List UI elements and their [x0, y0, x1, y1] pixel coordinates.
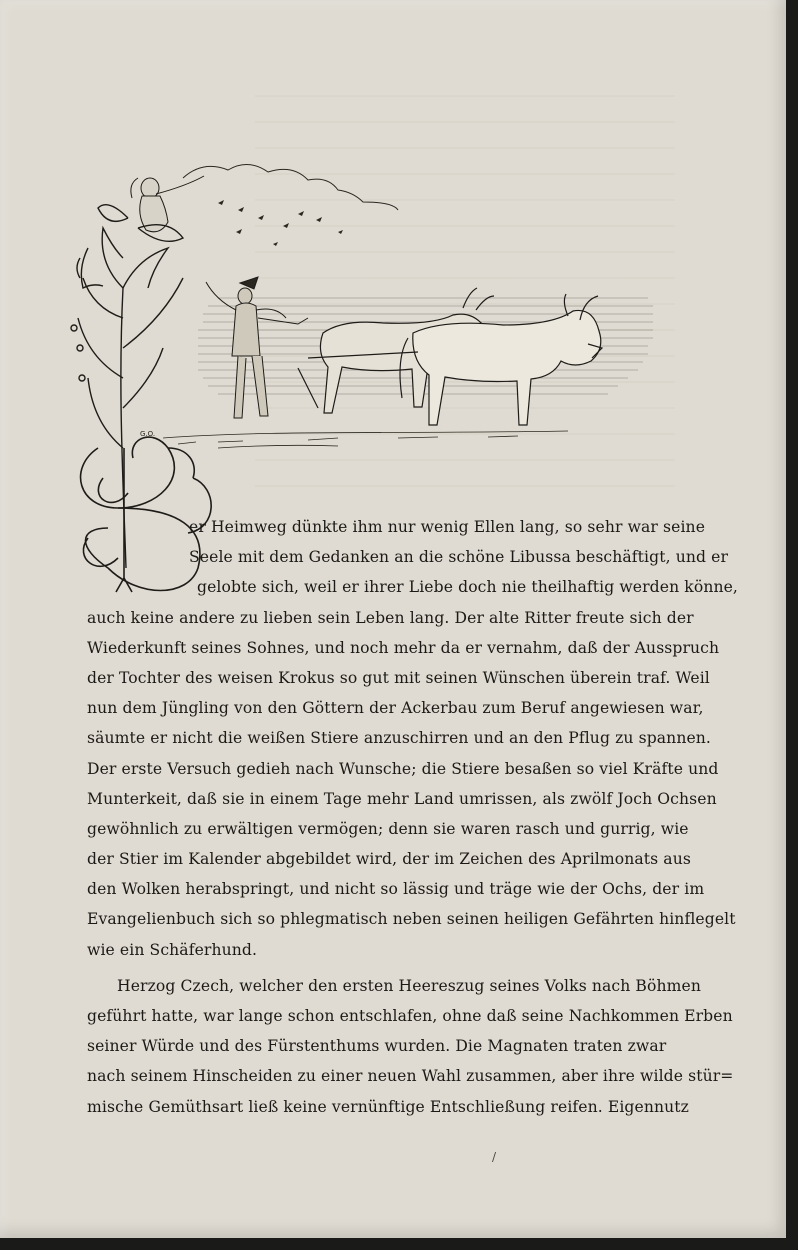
text-line: Der erste Versuch gedieh nach Wunsche; die Stiere besaßen so viel Kräfte und	[87, 759, 719, 778]
text-line: gewöhnlich zu erwältigen vermögen; denn sie waren rasch und gurrig, wie	[87, 819, 689, 838]
bull-front	[400, 294, 602, 425]
text-line: der Tochter des weisen Krokus so gut mit seinen Wünschen überein traf. Weil	[87, 668, 710, 687]
fairy-figure	[131, 176, 204, 232]
text-line: nun dem Jüngling von den Göttern der Ackerbau zum Beruf angewiesen war,	[87, 699, 704, 718]
ground	[163, 431, 568, 448]
text-line: nach seinem Hinscheiden zu einer neuen Wahl zusammen, aber ihre wilde stür=	[87, 1067, 734, 1086]
text-line: gelobte sich, weil er ihrer Liebe doch nie theilhaftig werden könne,	[197, 578, 738, 597]
text-line: Munterkeit, daß sie in einem Tage mehr Land umrissen, als zwölf Joch Ochsen	[87, 789, 717, 808]
body-text	[87, 512, 738, 1122]
text-line: Wiederkunft seines Sohnes, und noch mehr da er vernahm, daß der Ausspruch	[87, 638, 720, 657]
text-line: Evangelienbuch sich so phlegmatisch neben seinen heiligen Gefährten hinflegelt	[87, 910, 736, 929]
text-line: geführt hatte, war lange schon entschlafen, ohne daß seine Nachkommen Erben	[87, 1007, 733, 1025]
page-mark: /	[492, 1150, 497, 1164]
text-line: seiner Würde und des Fürstenthums wurden. Die Magnaten traten zwar	[87, 1037, 667, 1056]
cloud-trail	[183, 164, 398, 210]
text-line: Seele mit dem Gedanken an die schöne Libussa beschäftigt, und er	[189, 548, 729, 567]
text-line: auch keine andere zu lieben sein Leben lang. Der alte Ritter freute sich der	[87, 608, 694, 627]
text-line: mische Gemüthsart ließ keine vernünftige Entschließung reifen. Eigennutz	[87, 1097, 689, 1116]
text-line: der Stier im Kalender abgebildet wird, der im Zeichen des Aprilmonats aus	[87, 850, 691, 869]
text-line: er Heimweg dünkte ihm nur wenig Ellen lang, so sehr war seine	[189, 518, 706, 536]
text-line: den Wolken herabspringt, und nicht so lässig und träge wie der Ochs, der im	[87, 880, 705, 899]
text-line: Herzog Czech, welcher den ersten Heereszug seines Volks nach Böhmen	[117, 976, 701, 995]
artist-signature: G.O.	[140, 430, 156, 438]
text-line: wie ein Schäferhund.	[87, 940, 258, 959]
text-line: säumte er nicht die weißen Stiere anzuschirren und an den Pflug zu spannen.	[87, 729, 711, 748]
birds	[218, 200, 343, 246]
